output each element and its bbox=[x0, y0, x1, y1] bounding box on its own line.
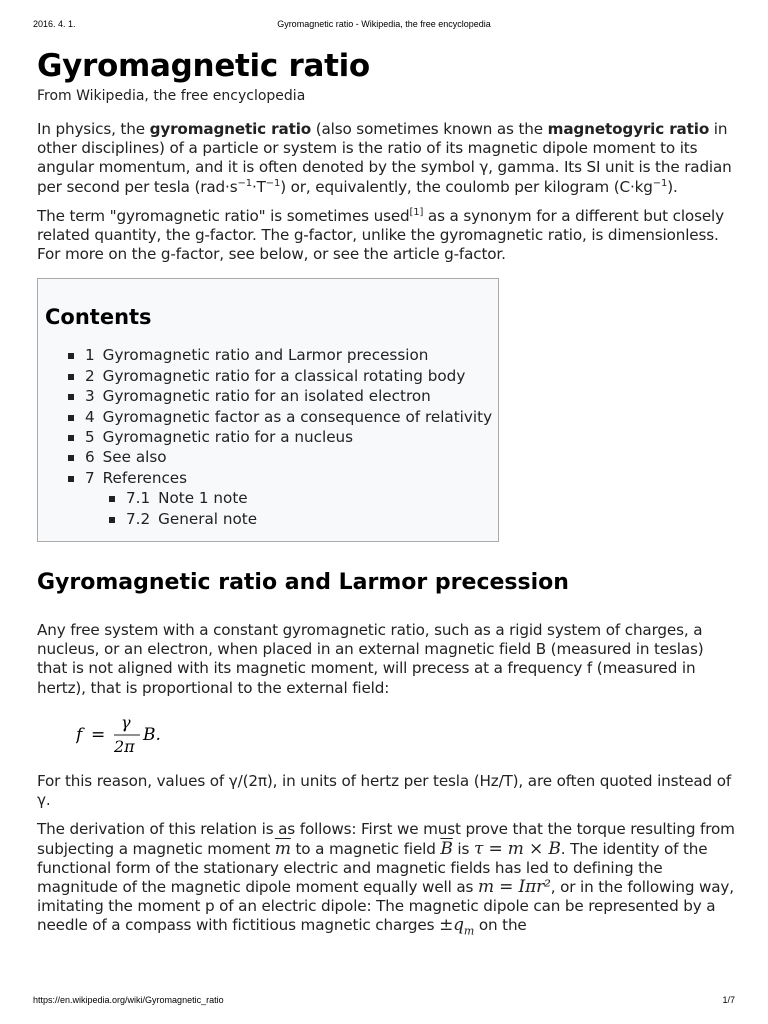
term-gyromagnetic-ratio: gyromagnetic ratio bbox=[149, 120, 312, 138]
toc-item-5[interactable]: 5 Gyromagnetic ratio for a nucleus bbox=[45, 427, 498, 447]
tagline: From Wikipedia, the free encyclopedia bbox=[37, 88, 306, 104]
toc-item-7[interactable]: 7 References bbox=[45, 468, 498, 488]
toc-item-1[interactable]: 1 Gyromagnetic ratio and Larmor precession bbox=[45, 345, 498, 365]
formula-lhs: f bbox=[76, 724, 83, 745]
math-b-vector: $\overline{B}$ bbox=[440, 838, 453, 859]
print-page-title: Gyromagnetic ratio - Wikipedia, the free encyclopedia bbox=[277, 19, 491, 29]
toc-item-7-2[interactable]: 7.2 General note bbox=[45, 509, 498, 529]
toc-title: Contents bbox=[45, 305, 152, 330]
larmor-formula-svg bbox=[76, 714, 196, 756]
larmor-formula bbox=[76, 714, 737, 754]
math-moment-def: m = Iπr² bbox=[477, 876, 551, 897]
toc-item-6[interactable]: 6 See also bbox=[45, 447, 498, 467]
formula-denominator: 2π bbox=[114, 736, 135, 756]
formula-rhs: B. bbox=[143, 724, 161, 745]
math-torque: τ = m × B bbox=[473, 838, 561, 859]
toc-list bbox=[45, 345, 498, 529]
formula-numerator: γ bbox=[121, 713, 131, 732]
toc-item-2[interactable]: 2 Gyromagnetic ratio for a classical rotating body bbox=[45, 366, 498, 386]
toc-item-7-1[interactable]: 7.1 Note 1 note bbox=[45, 488, 498, 508]
section1-paragraph-2: For this reason, values of γ/(2π), in units of hertz per tesla (Hz/T), are often quoted instead of γ. bbox=[37, 771, 732, 810]
formula-equals: = bbox=[91, 724, 106, 745]
citation-link[interactable]: [1] bbox=[409, 206, 424, 218]
section-heading-larmor: Gyromagnetic ratio and Larmor precession bbox=[37, 570, 569, 596]
section1-paragraph-1: Any free system with a constant gyromagnetic ratio, such as a rigid system of charges, a nucleus, or an electron, when placed in an external magnetic field B (measured in teslas) that is not aligned with its magnetic moment, will precess at a frequency f (measured in hertz), that is proportional to the external field: bbox=[37, 621, 704, 697]
term-magnetogyric-ratio: magnetogyric ratio bbox=[547, 120, 710, 138]
toc-item-4[interactable]: 4 Gyromagnetic factor as a consequence of relativity bbox=[45, 407, 498, 427]
table-of-contents bbox=[37, 278, 499, 542]
page-title: Gyromagnetic ratio bbox=[37, 48, 370, 84]
toc-item-3[interactable]: 3 Gyromagnetic ratio for an isolated electron bbox=[45, 386, 498, 406]
intro-paragraph-2: The term "gyromagnetic ratio" is sometimes used[1] as a synonym for a different but closely related quantity, the g-factor. The g-factor, unlike the gyromagnetic ratio, is dimensionless. For more on the g-factor, see below, or see the article g-factor. bbox=[37, 206, 724, 264]
print-url: https://en.wikipedia.org/wiki/Gyromagnetic_ratio bbox=[33, 995, 224, 1005]
print-date: 2016. 4. 1. bbox=[33, 19, 76, 29]
print-page-number: 1/7 bbox=[722, 995, 735, 1005]
math-pm-q: $\pm q_m$ bbox=[439, 915, 475, 938]
intro-paragraph-1: In physics, the gyromagnetic ratio (also sometimes known as the magnetogyric ratio in other disciplines) of a particle or system is the ratio of its magnetic dipole moment to its angular momentum, and it is often denoted by the symbol γ, gamma. Its SI unit is the radian per second per tesla $(rad\cdot s^{-1}\cdot T^{-1})$ or, equivalently, the coulomb per kilogram $(C\cdot kg^{-1})$. bbox=[37, 120, 732, 196]
section1-paragraph-3: The derivation of this relation is as follows: First we must prove that the torque resulting from subjecting a magnetic moment $\overline{m}$ to a magnetic field $\overline{B}$ is τ = m × B. The identity of the functional form of the stationary electric and magnetic fields has led to defining the magnitude of the magnetic dipole moment equally well as m = Iπr², or in the following way, imitating the moment p of an electric dipole: The magnetic dipole can be represented by a needle of a compass with fictitious magnetic charges $\pm q_m$ on the bbox=[37, 820, 735, 938]
article-content bbox=[37, 46, 737, 951]
math-m-vector: $\overline{m}$ bbox=[274, 838, 291, 859]
